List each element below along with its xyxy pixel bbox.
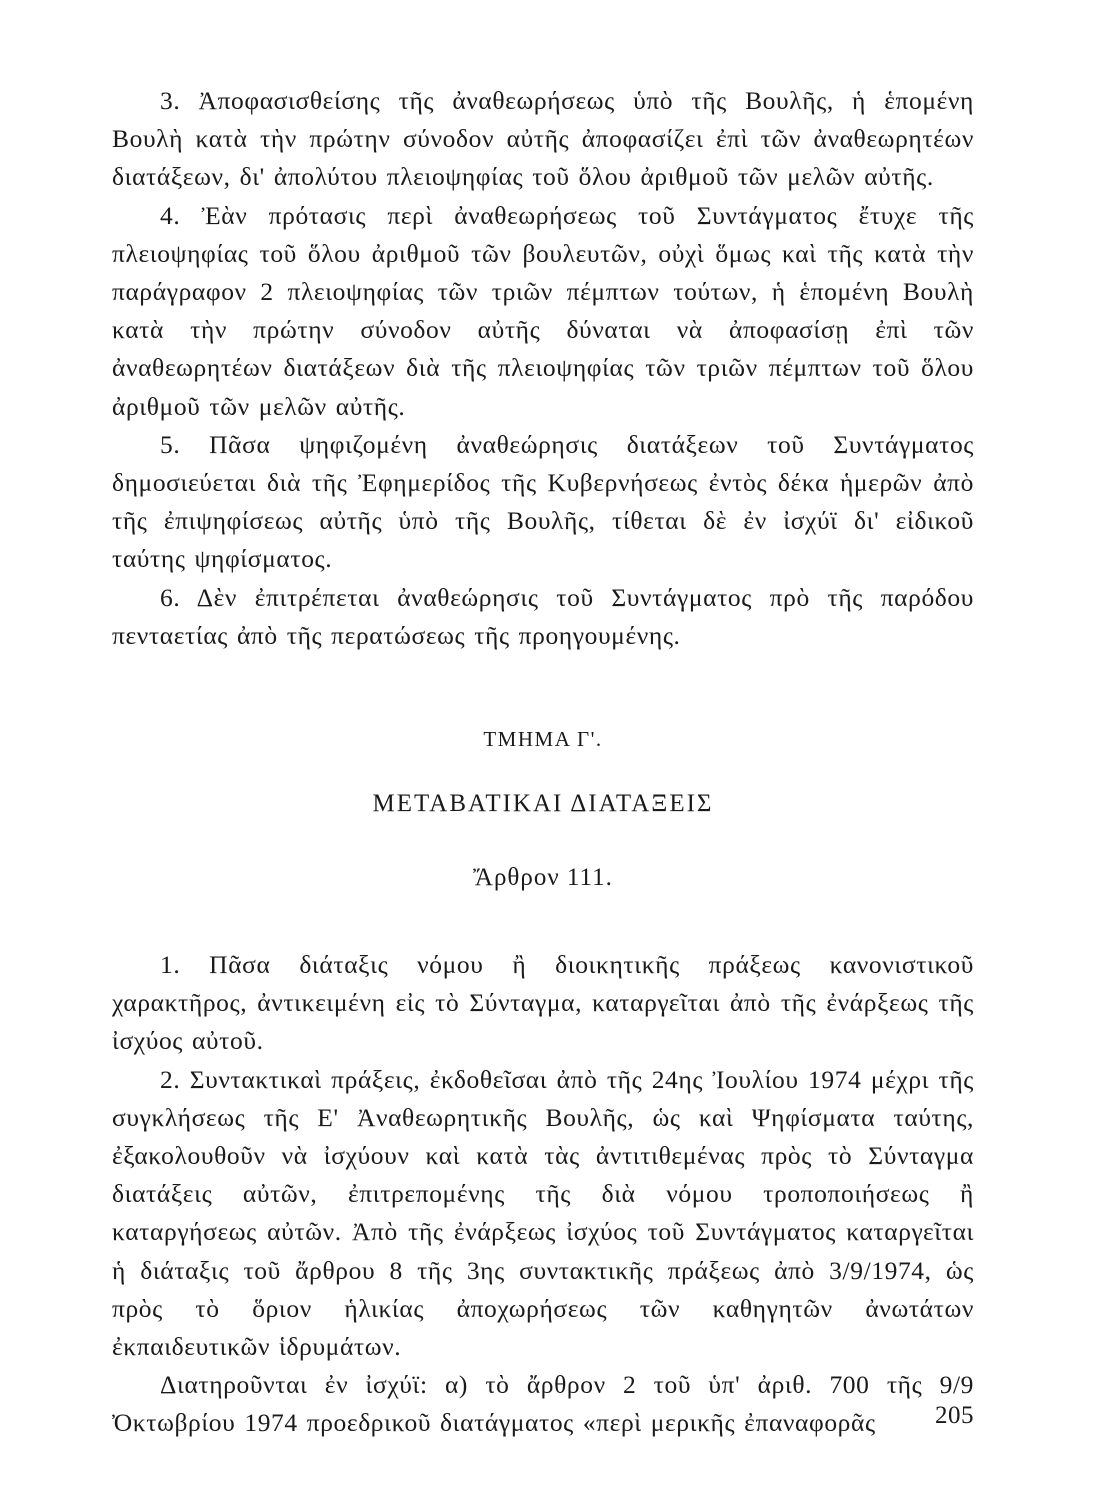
article-heading: Ἄρθρον 111. <box>473 864 613 892</box>
article-110-continuation <box>112 82 974 655</box>
chapter-title: ΜΕΤΑΒΑΤΙΚΑΙ ΔΙΑΤΑΞΕΙΣ <box>372 790 714 818</box>
document-page <box>112 82 974 1443</box>
page-number: 205 <box>935 1402 974 1429</box>
paragraph-6: 6. Δὲν ἐπιτρέπεται ἀναθεώρησις τοῦ Συντάγματος πρὸ τῆς παρόδου πενταετίας ἀπὸ τῆς περατώσεως τῆς προηγουμένης. <box>112 582 974 650</box>
article-111-paragraph-1: 1. Πᾶσα διάταξις νόμου ἢ διοικητικῆς πράξεως κανονιστικοῦ χαρακτῆρος, ἀντικειμένη εἰς τὸ Σύνταγμα, καταργεῖται ἀπὸ τῆς ἐνάρξεως τῆς ἰσχύος αὐτοῦ. <box>112 950 974 1056</box>
article-111-paragraph-3: Διατηροῦνται ἐν ἰσχύϊ: α) τὸ ἄρθρον 2 τοῦ ὑπ' ἀριθ. 700 τῆς 9/9 Ὀκτωβρίου 1974 προεδρικοῦ διατάγματος «περὶ μερικῆς ἐπαναφορᾶς <box>112 1370 974 1438</box>
section-heading: ΤΜΗΜΑ Γ'. <box>483 727 603 752</box>
paragraph-4: 4. Ἐὰν πρότασις περὶ ἀναθεωρήσεως τοῦ Συντάγματος ἔτυχε τῆς πλειοψηφίας τοῦ ὅλου ἀριθμοῦ τῶν βουλευτῶν, οὐχὶ ὅμως καὶ τῆς κατὰ τὴν παράγραφον 2 πλειοψηφίας τῶν τριῶν πέμπτων τούτων, ἡ ἑπομένη Βουλὴ κατὰ τὴν πρώτην σύνοδον αὐτῆς δύναται νὰ ἀποφασίσῃ ἐπὶ τῶν ἀναθεωρητέων διατάξεων διὰ τῆς πλειοψηφίας τῶν τριῶν πέμπτων τοῦ ὅλου ἀριθμοῦ τῶν μελῶν αὐτῆς. <box>112 200 974 421</box>
article-111-paragraph-2: 2. Συντακτικαὶ πράξεις, ἐκδοθεῖσαι ἀπὸ τῆς 24ης Ἰουλίου 1974 μέχρι τῆς συγκλήσεως τῆς Ε' Ἀναθεωρητικῆς Βουλῆς, ὡς καὶ Ψηφίσματα ταύτης, ἐξακολουθοῦν νὰ ἰσχύουν καὶ κατὰ τὰς ἀντιτιθεμένας πρὸς τὸ Σύνταγμα διατάξεις αὐτῶν, ἐπιτρεπομένης τῆς διὰ νόμου τροποποιήσεως ἢ καταργήσεως αὐτῶν. Ἀπὸ τῆς ἐνάρξεως ἰσχύος τοῦ Συντάγματος καταργεῖται ἡ διάταξις τοῦ ἄρθρου 8 τῆς 3ης συντακτικῆς πράξεως ἀπὸ 3/9/1974, ὡς πρὸς τὸ ὅριον ἡλικίας ἀποχωρήσεως τῶν καθηγητῶν ἀνωτάτων ἐκπαιδευτικῶν ἱδρυμάτων. <box>112 1064 974 1362</box>
paragraph-5: 5. Πᾶσα ψηφιζομένη ἀναθεώρησις διατάξεων τοῦ Συντάγματος δημοσιεύεται διὰ τῆς Ἐφημερίδος τῆς Κυβερνήσεως ἐντὸς δέκα ἡμερῶν ἀπὸ τῆς ἐπιψηφίσεως αὐτῆς ὑπὸ τῆς Βουλῆς, τίθεται δὲ ἐν ἰσχύϊ δι' εἰδικοῦ ταύτης ψηφίσματος. <box>112 429 974 574</box>
paragraph-3: 3. Ἀποφασισθείσης τῆς ἀναθεωρήσεως ὑπὸ τῆς Βουλῆς, ἡ ἑπομένη Βουλὴ κατὰ τὴν πρώτην σύνοδον αὐτῆς ἀποφασίζει ἐπὶ τῶν ἀναθεωρητέων διατάξεων, δι' ἀπολύτου πλειοψηφίας τοῦ ὅλου ἀριθμοῦ τῶν μελῶν αὐτῆς. <box>112 86 974 192</box>
article-111-body <box>112 946 974 1443</box>
